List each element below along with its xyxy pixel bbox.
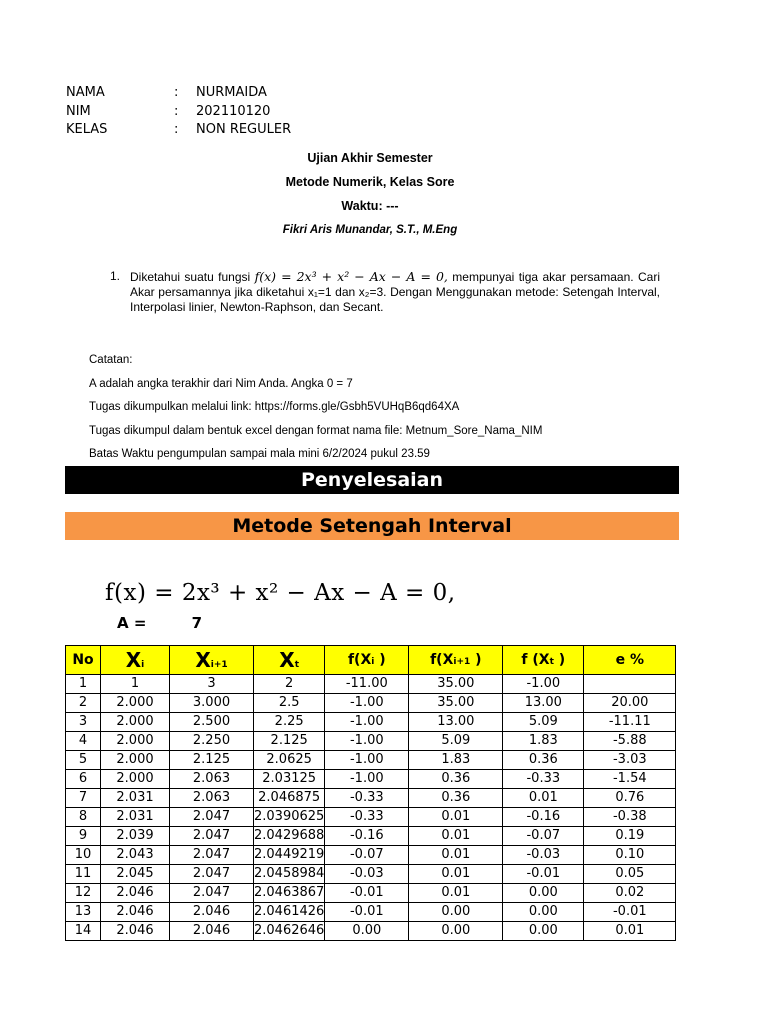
cell-xi: 2.000 [101,713,170,732]
question-formula: f(x) = 2x³ + x² − Ax − A = 0, [254,269,448,284]
cell-no: 4 [66,732,101,751]
cell-fxi: -0.03 [325,865,409,884]
header-fxt: f (Xt ) [503,646,584,675]
cell-xi1: 2.250 [170,732,254,751]
cell-fxi1: 35.00 [409,694,503,713]
exam-time: Waktu: --- [341,199,399,213]
cell-xi: 2.046 [101,884,170,903]
cell-xt: 2.25 [254,713,325,732]
cell-xi: 2.000 [101,751,170,770]
cell-xi1: 2.047 [170,884,254,903]
a-label: A = [117,614,147,632]
table-row [66,808,676,827]
cell-fxi: -1.00 [325,694,409,713]
table-row [66,770,676,789]
cell-fxi1: 0.00 [409,922,503,941]
cell-fxi1: 0.01 [409,884,503,903]
identity-label: NAMA [66,85,105,100]
cell-fxi1: 0.36 [409,789,503,808]
cell-fxi: -0.16 [325,827,409,846]
cell-fxt: 1.83 [503,732,584,751]
header-xi: Xi [101,646,170,675]
question-text-after: mempunyai tiga akar persamaan. Cari Akar persamannya jika diketahui x₁=1 dan x₂=3. Dengan Menggunakan metode: Setengah Interval, Interpolasi linier, Newton-Raphson, dan Secant. [130,270,660,314]
cell-no: 13 [66,903,101,922]
cell-fxt: -0.03 [503,846,584,865]
cell-xi1: 2.047 [170,846,254,865]
identity-value: NURMAIDA [196,85,267,100]
a-constant [117,614,202,632]
note-line: Tugas dikumpulkan melalui link: https://forms.gle/Gsbh5VUHqB6qd64XA [89,401,460,413]
cell-error: -11.11 [584,713,676,732]
cell-fxi: -0.33 [325,808,409,827]
method-banner: Metode Setengah Interval [65,512,679,540]
cell-fxi1: 35.00 [409,675,503,694]
cell-error: 20.00 [584,694,676,713]
cell-xt: 2.0463867 [254,884,325,903]
header-fxi1: f(Xi+1 ) [409,646,503,675]
cell-xt: 2.046875 [254,789,325,808]
header-xt: Xt [254,646,325,675]
question-1 [110,269,660,315]
question-number: 1. [110,269,121,283]
cell-fxt: 0.00 [503,903,584,922]
cell-fxi1: 0.01 [409,865,503,884]
table-row [66,732,676,751]
cell-xt: 2.0390625 [254,808,325,827]
notes-heading: Catatan: [89,354,133,366]
cell-no: 9 [66,827,101,846]
question-text [130,269,660,315]
identity-colon: : [174,103,179,119]
cell-xi1: 2.047 [170,865,254,884]
question-text-before: Diketahui suatu fungsi [130,270,251,284]
cell-xi: 2.045 [101,865,170,884]
cell-xi: 2.039 [101,827,170,846]
cell-no: 14 [66,922,101,941]
cell-fxi1: 0.01 [409,846,503,865]
header-fxi: f(Xi ) [325,646,409,675]
cell-no: 7 [66,789,101,808]
cell-xt: 2.0458984 [254,865,325,884]
exam-title: Ujian Akhir Semester [307,151,433,165]
cell-no: 2 [66,694,101,713]
table-row [66,751,676,770]
cell-error: 0.05 [584,865,676,884]
cell-fxi: -1.00 [325,751,409,770]
cell-fxi: -11.00 [325,675,409,694]
cell-error: 0.02 [584,884,676,903]
identity-row-nim [66,103,291,122]
cell-xi1: 2.063 [170,770,254,789]
course-title: Metode Numerik, Kelas Sore [285,175,455,189]
cell-xi1: 3.000 [170,694,254,713]
cell-error: -5.88 [584,732,676,751]
cell-xt: 2.0429688 [254,827,325,846]
cell-no: 12 [66,884,101,903]
cell-xi1: 2.046 [170,922,254,941]
table-row [66,846,676,865]
cell-error: 0.19 [584,827,676,846]
table-row [66,694,676,713]
exam-header [170,146,570,242]
table-header-row [66,646,676,675]
table-row [66,903,676,922]
cell-fxi1: 0.00 [409,903,503,922]
cell-fxt: 5.09 [503,713,584,732]
cell-xt: 2.125 [254,732,325,751]
cell-fxi1: 0.01 [409,827,503,846]
cell-no: 11 [66,865,101,884]
cell-fxt: -0.01 [503,865,584,884]
cell-xi: 1 [101,675,170,694]
cell-fxt: 0.00 [503,884,584,903]
cell-xi: 2.043 [101,846,170,865]
header-xi1: Xi+1 [170,646,254,675]
cell-fxt: -0.33 [503,770,584,789]
cell-fxi1: 0.01 [409,808,503,827]
identity-colon: : [174,122,179,137]
cell-error: -0.01 [584,903,676,922]
cell-no: 5 [66,751,101,770]
cell-xt: 2.0461426 [254,903,325,922]
cell-no: 8 [66,808,101,827]
cell-no: 6 [66,770,101,789]
cell-error: -3.03 [584,751,676,770]
table-row [66,884,676,903]
cell-fxi: -0.07 [325,846,409,865]
identity-colon: : [174,85,179,100]
table-row [66,675,676,694]
table-body [66,675,676,941]
cell-no: 10 [66,846,101,865]
cell-fxi1: 13.00 [409,713,503,732]
note-line: A adalah angka terakhir dari Nim Anda. Angka 0 = 7 [89,377,353,390]
cell-fxi: -0.01 [325,884,409,903]
cell-xi1: 2.047 [170,808,254,827]
cell-fxt: -0.16 [503,808,584,827]
cell-xi1: 2.125 [170,751,254,770]
cell-fxi: -1.00 [325,770,409,789]
identity-value: NON REGULER [196,122,292,137]
header-error: e % [584,646,676,675]
cell-fxi: -0.33 [325,789,409,808]
cell-xi1: 3 [170,675,254,694]
cell-fxi1: 1.83 [409,751,503,770]
cell-xt: 2.0625 [254,751,325,770]
cell-xi: 2.046 [101,903,170,922]
identity-label: NIM [66,103,91,119]
cell-xt: 2.0449219 [254,846,325,865]
cell-fxi1: 0.36 [409,770,503,789]
solution-banner: Penyelesaian [65,466,679,494]
cell-error: -1.54 [584,770,676,789]
cell-fxt: 0.00 [503,922,584,941]
cell-no: 3 [66,713,101,732]
cell-error [584,675,676,694]
table-row [66,827,676,846]
cell-xi1: 2.063 [170,789,254,808]
note-line: Tugas dikumpul dalam bentuk excel dengan format nama file: Metnum_Sore_Nama_NIM [89,424,543,437]
cell-xi: 2.000 [101,732,170,751]
cell-fxt: -0.07 [503,827,584,846]
header-no: No [66,646,101,675]
cell-fxi1: 5.09 [409,732,503,751]
a-value: 7 [191,614,203,632]
equation: f(x) = 2x³ + x² − Ax − A = 0, [105,580,456,606]
cell-fxt: 0.36 [503,751,584,770]
identity-row-name [66,84,291,103]
cell-xi1: 2.047 [170,827,254,846]
cell-xi: 2.046 [101,922,170,941]
cell-xi: 2.000 [101,770,170,789]
cell-error: 0.76 [584,789,676,808]
cell-xi: 2.031 [101,789,170,808]
cell-xi1: 2.500 [170,713,254,732]
cell-xi1: 2.046 [170,903,254,922]
notes-section [89,349,542,467]
note-line: Batas Waktu pengumpulan sampai mala mini 6/2/2024 pukul 23.59 [89,448,430,460]
student-identity [66,84,291,140]
cell-xi: 2.000 [101,694,170,713]
table-row [66,922,676,941]
cell-error: -0.38 [584,808,676,827]
identity-row-class [66,121,291,140]
cell-xi: 2.031 [101,808,170,827]
cell-fxt: 0.01 [503,789,584,808]
cell-error: 0.10 [584,846,676,865]
cell-fxi: -1.00 [325,732,409,751]
lecturer-name: Fikri Aris Munandar, S.T., M.Eng [282,224,458,236]
identity-value: 202110120 [196,103,271,119]
cell-fxi: 0.00 [325,922,409,941]
identity-label: KELAS [66,122,108,137]
cell-fxt: 13.00 [503,694,584,713]
cell-xt: 2.0462646 [254,922,325,941]
bisection-table [65,645,676,941]
cell-xt: 2.5 [254,694,325,713]
cell-xt: 2.03125 [254,770,325,789]
table-row [66,789,676,808]
cell-no: 1 [66,675,101,694]
table-row [66,713,676,732]
cell-xt: 2 [254,675,325,694]
cell-fxi: -1.00 [325,713,409,732]
cell-error: 0.01 [584,922,676,941]
table-row [66,865,676,884]
cell-fxt: -1.00 [503,675,584,694]
cell-fxi: -0.01 [325,903,409,922]
